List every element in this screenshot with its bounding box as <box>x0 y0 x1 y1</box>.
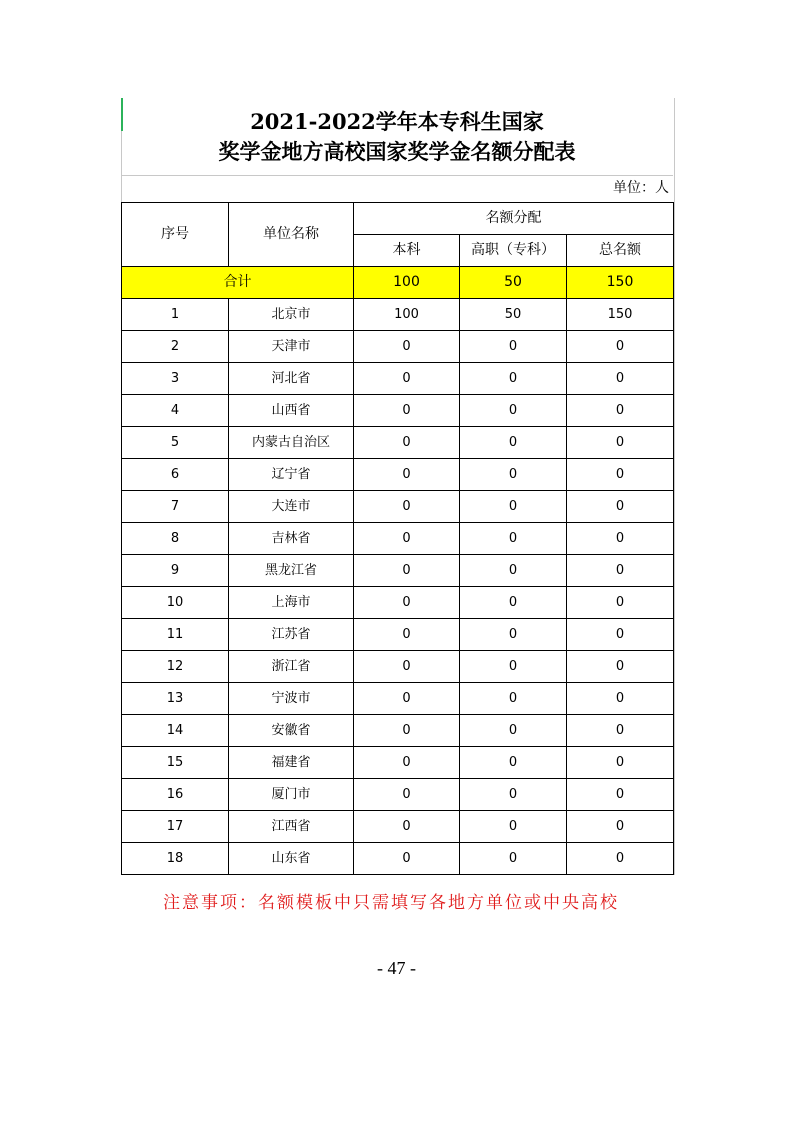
cell-vocational: 0 <box>460 747 567 779</box>
unit-label: 单位：人 <box>613 180 669 196</box>
table-row <box>122 587 674 619</box>
table-row <box>122 459 674 491</box>
cell-seq: 5 <box>122 427 229 459</box>
cell-total: 0 <box>567 811 674 843</box>
table-row <box>122 843 674 875</box>
cell-total: 0 <box>567 331 674 363</box>
cell-undergrad: 0 <box>354 715 460 747</box>
cell-name: 福建省 <box>229 747 354 779</box>
total-undergrad: 100 <box>354 267 460 299</box>
table-row <box>122 363 674 395</box>
total-total: 150 <box>567 267 674 299</box>
cell-seq: 9 <box>122 555 229 587</box>
cell-undergrad: 0 <box>354 427 460 459</box>
cell-total: 0 <box>567 363 674 395</box>
cell-seq: 7 <box>122 491 229 523</box>
cell-undergrad: 100 <box>354 299 460 331</box>
cell-vocational: 0 <box>460 843 567 875</box>
cell-total: 0 <box>567 491 674 523</box>
cell-name: 浙江省 <box>229 651 354 683</box>
cell-vocational: 50 <box>460 299 567 331</box>
cell-undergrad: 0 <box>354 331 460 363</box>
table-row <box>122 395 674 427</box>
title-line-1: 2021-2022学年本专科生国家 <box>250 109 544 134</box>
cell-seq: 12 <box>122 651 229 683</box>
cell-seq: 18 <box>122 843 229 875</box>
cell-name: 天津市 <box>229 331 354 363</box>
allocation-table <box>121 202 674 875</box>
cell-seq: 1 <box>122 299 229 331</box>
cell-undergrad: 0 <box>354 363 460 395</box>
header-vocational: 高职（专科） <box>460 235 567 267</box>
cell-name: 大连市 <box>229 491 354 523</box>
cell-name: 北京市 <box>229 299 354 331</box>
cell-vocational: 0 <box>460 651 567 683</box>
cell-vocational: 0 <box>460 427 567 459</box>
table-row <box>122 683 674 715</box>
cell-undergrad: 0 <box>354 843 460 875</box>
cell-undergrad: 0 <box>354 683 460 715</box>
header-seq: 序号 <box>122 203 229 267</box>
cell-name: 上海市 <box>229 587 354 619</box>
cell-name: 安徽省 <box>229 715 354 747</box>
cell-vocational: 0 <box>460 331 567 363</box>
cell-seq: 13 <box>122 683 229 715</box>
cell-total: 0 <box>567 523 674 555</box>
cell-total: 0 <box>567 715 674 747</box>
title-line-2: 奖学金地方高校国家奖学金名额分配表 <box>218 139 576 164</box>
cell-seq: 16 <box>122 779 229 811</box>
cell-name: 厦门市 <box>229 779 354 811</box>
table-row <box>122 619 674 651</box>
cell-undergrad: 0 <box>354 491 460 523</box>
table-row <box>122 427 674 459</box>
cell-total: 0 <box>567 395 674 427</box>
cell-name: 宁波市 <box>229 683 354 715</box>
cell-name: 内蒙古自治区 <box>229 427 354 459</box>
total-label: 合计 <box>122 267 354 299</box>
cell-total: 0 <box>567 459 674 491</box>
cell-seq: 17 <box>122 811 229 843</box>
cell-seq: 15 <box>122 747 229 779</box>
cell-undergrad: 0 <box>354 395 460 427</box>
cell-vocational: 0 <box>460 587 567 619</box>
cell-total: 0 <box>567 747 674 779</box>
cell-total: 0 <box>567 779 674 811</box>
cell-name: 河北省 <box>229 363 354 395</box>
table-title <box>121 98 673 176</box>
total-row <box>122 267 674 299</box>
cell-total: 150 <box>567 299 674 331</box>
table-row <box>122 779 674 811</box>
cell-vocational: 0 <box>460 683 567 715</box>
cell-undergrad: 0 <box>354 811 460 843</box>
cell-vocational: 0 <box>460 619 567 651</box>
cell-undergrad: 0 <box>354 459 460 491</box>
cell-total: 0 <box>567 619 674 651</box>
table-row <box>122 331 674 363</box>
header-row-1 <box>122 203 674 235</box>
cell-vocational: 0 <box>460 715 567 747</box>
cell-seq: 11 <box>122 619 229 651</box>
cell-seq: 10 <box>122 587 229 619</box>
table-row <box>122 651 674 683</box>
cell-total: 0 <box>567 843 674 875</box>
cell-total: 0 <box>567 555 674 587</box>
table-row <box>122 555 674 587</box>
cell-undergrad: 0 <box>354 587 460 619</box>
header-name: 单位名称 <box>229 203 354 267</box>
cell-name: 江苏省 <box>229 619 354 651</box>
cell-total: 0 <box>567 651 674 683</box>
cell-undergrad: 0 <box>354 747 460 779</box>
table-row <box>122 747 674 779</box>
cell-total: 0 <box>567 427 674 459</box>
table-row <box>122 299 674 331</box>
cell-vocational: 0 <box>460 395 567 427</box>
header-total: 总名额 <box>567 235 674 267</box>
cell-seq: 3 <box>122 363 229 395</box>
cell-seq: 6 <box>122 459 229 491</box>
cell-undergrad: 0 <box>354 555 460 587</box>
cell-vocational: 0 <box>460 811 567 843</box>
cell-seq: 4 <box>122 395 229 427</box>
cell-total: 0 <box>567 587 674 619</box>
cell-vocational: 0 <box>460 779 567 811</box>
cell-name: 山西省 <box>229 395 354 427</box>
note-text: 注意事项：名额模板中只需填写各地方单位或中央高校 <box>163 893 619 913</box>
cell-name: 黑龙江省 <box>229 555 354 587</box>
table-row <box>122 811 674 843</box>
cell-undergrad: 0 <box>354 779 460 811</box>
cell-name: 吉林省 <box>229 523 354 555</box>
cell-undergrad: 0 <box>354 651 460 683</box>
total-vocational: 50 <box>460 267 567 299</box>
table-row <box>122 523 674 555</box>
table-row <box>122 715 674 747</box>
cell-seq: 2 <box>122 331 229 363</box>
cell-name: 山东省 <box>229 843 354 875</box>
cell-name: 辽宁省 <box>229 459 354 491</box>
cell-name: 江西省 <box>229 811 354 843</box>
cell-seq: 14 <box>122 715 229 747</box>
page-number: - 47 - <box>377 958 416 978</box>
cell-total: 0 <box>567 683 674 715</box>
cell-vocational: 0 <box>460 363 567 395</box>
cell-undergrad: 0 <box>354 523 460 555</box>
header-allocation: 名额分配 <box>354 203 674 235</box>
cell-seq: 8 <box>122 523 229 555</box>
table-row <box>122 491 674 523</box>
cell-vocational: 0 <box>460 491 567 523</box>
cell-vocational: 0 <box>460 459 567 491</box>
cell-vocational: 0 <box>460 555 567 587</box>
cell-undergrad: 0 <box>354 619 460 651</box>
unit-label-row <box>121 175 673 201</box>
cell-vocational: 0 <box>460 523 567 555</box>
header-undergrad: 本科 <box>354 235 460 267</box>
